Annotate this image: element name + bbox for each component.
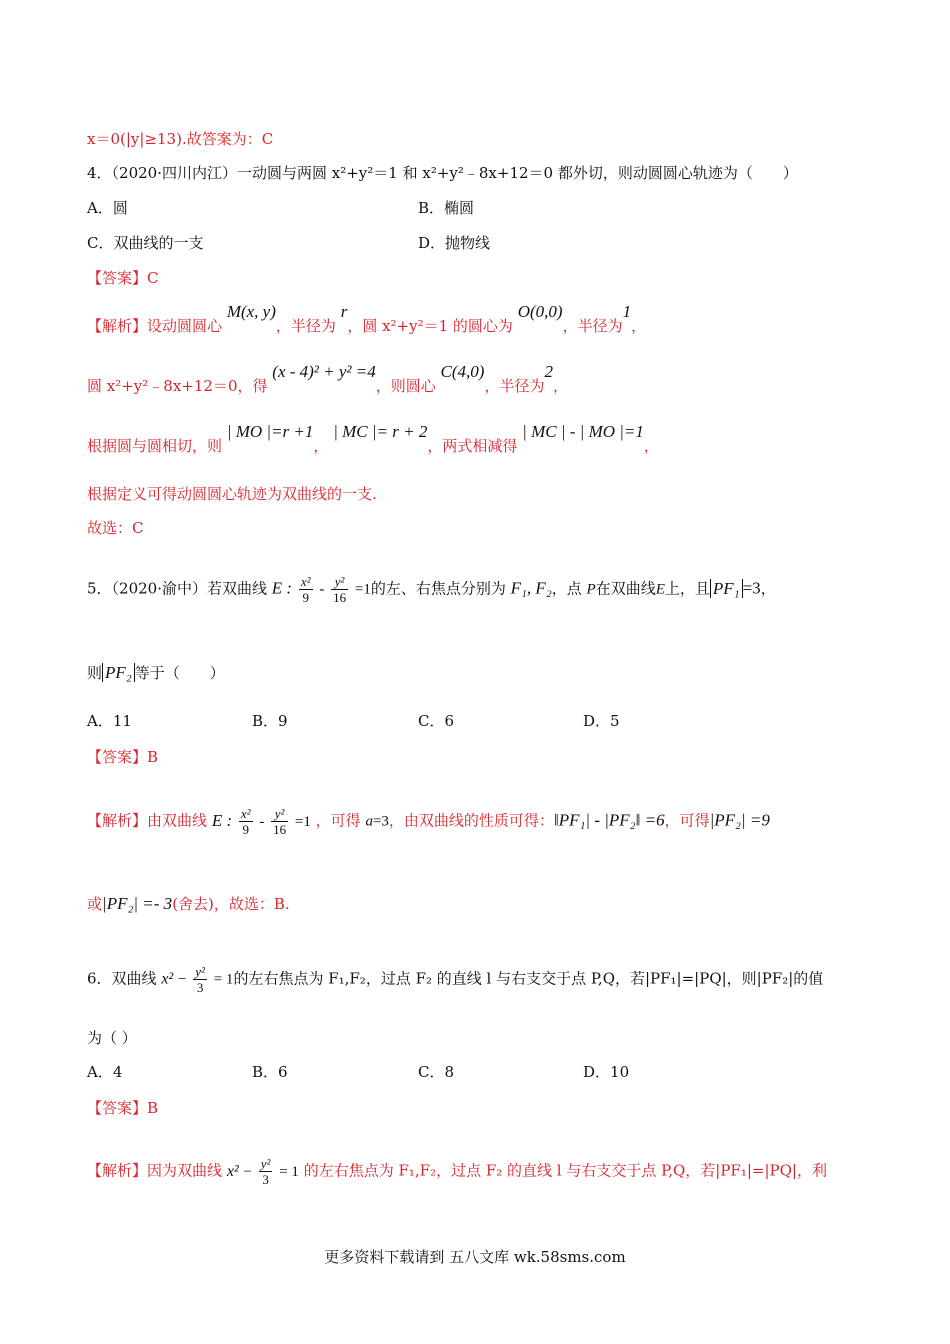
text: 在双曲线	[595, 579, 656, 598]
math-eq-one: = 1	[213, 971, 234, 988]
q5-analysis-line-2	[87, 893, 290, 915]
numerator: y²	[260, 1156, 271, 1171]
numerator: x²	[240, 806, 251, 821]
denominator: 16	[333, 590, 347, 605]
math-minus: −	[178, 971, 187, 988]
text: ，由双曲线的性质可得：	[388, 811, 554, 830]
math-eq-one: =1	[354, 581, 371, 598]
q5-option-a: A．11	[87, 712, 132, 730]
q4-analysis-line-4: 根据定义可得动圆圆心轨迹为双曲线的一支.	[87, 485, 377, 503]
text: ，	[760, 579, 776, 598]
text: 圆 x²+y²﹣8x+12＝0，得	[87, 377, 268, 395]
text: (舍去)，故选：B.	[172, 895, 290, 913]
q4-option-d: D．抛物线	[418, 234, 491, 252]
q4-option-c: C．双曲线的一支	[87, 234, 204, 252]
text: ，	[313, 437, 329, 455]
q4-analysis-line-3	[87, 422, 659, 457]
text: 5．（2020·渝中）若双曲线	[87, 579, 267, 598]
fraction-x2-9	[239, 806, 253, 837]
text: ，半径为	[484, 377, 545, 395]
text: 因为双曲线	[147, 1161, 223, 1180]
footer-source-link[interactable]: 更多资料下载请到 五八文库 wk.58sms.com	[324, 1248, 626, 1266]
text: ，	[552, 377, 568, 395]
math-diff-eq: | MC | - | MO |=1	[522, 422, 644, 441]
text: ，则圆心	[375, 377, 436, 395]
denominator: 3	[196, 980, 204, 995]
text: 的左右焦点为 F₁,F₂，过点 F₂ 的直线 l 与右支交于点 P,Q，若|PF₁|=|PQ|，利	[303, 1161, 827, 1180]
text: ，圆 x²+y²＝1 的圆心为	[347, 317, 513, 335]
math-abs-diff: ‖PF₁| - |PF₂‖ =6	[553, 810, 665, 830]
math-group	[211, 806, 316, 837]
math-m-point: M(x, y)	[226, 302, 276, 321]
q5-stem-line-2	[87, 662, 225, 684]
math-x2: x²	[226, 1162, 239, 1180]
text: ，半径为	[562, 317, 623, 335]
q6-option-c: C．8	[418, 1063, 455, 1081]
q5-option-b: B．9	[252, 712, 288, 730]
fraction-x2-9	[299, 574, 313, 605]
analysis-label: 【解析】	[87, 317, 148, 335]
text: 或	[87, 895, 103, 913]
math-abs-pf1: PF₁	[710, 579, 743, 598]
math-eq-one: =1	[294, 813, 311, 830]
fraction-y2-16	[331, 574, 348, 605]
text: ，两式相减得	[427, 437, 518, 455]
text: ，点	[551, 579, 582, 598]
math-minus: -	[319, 581, 325, 598]
q5-stem-line-1	[87, 574, 776, 605]
math-eq-three: =3	[742, 578, 761, 598]
text: 则	[87, 664, 103, 682]
text: ，半径为	[275, 317, 336, 335]
math-p: P	[586, 581, 596, 598]
math-abs-pf2: PF₂	[102, 663, 135, 682]
q4-answer: 【答案】C	[87, 269, 159, 287]
q4-stem: 4．（2020·四川内江）一动圆与两圆 x²+y²＝1 和 x²+y²﹣8x+12＝0 都外切，则动圆圆心轨迹为（ ）	[87, 164, 798, 182]
text: ，可得	[315, 811, 361, 830]
math-mo-eq: | MO |=r +1	[226, 422, 314, 441]
math-a: a	[365, 813, 373, 830]
fraction-y2-16	[271, 806, 288, 837]
math-minus: -	[259, 813, 265, 830]
q5-answer: 【答案】B	[87, 748, 159, 766]
q6-option-d: D．10	[583, 1063, 630, 1081]
math-circle-eq: (x - 4)² + y² =4	[272, 362, 376, 381]
previous-answer-tail: x＝0(|y|≥13).故答案为：C	[87, 130, 274, 148]
math-e2: E	[655, 581, 665, 598]
q6-option-a: A．4	[87, 1063, 123, 1081]
q6-option-b: B．6	[252, 1063, 288, 1081]
text: 上，且	[664, 579, 710, 598]
text: ，可得	[664, 811, 710, 830]
text: 的左、右焦点分别为	[370, 579, 506, 598]
text: 6．双曲线	[87, 969, 157, 988]
text: 设动圆圆心	[147, 317, 223, 335]
q5-option-c: C．6	[418, 712, 455, 730]
text: 由双曲线	[147, 811, 208, 830]
numerator: y²	[271, 806, 288, 822]
denominator: 9	[242, 822, 249, 837]
math-mc-eq: | MC |= r + 2	[333, 422, 428, 441]
fraction-y2-3	[193, 964, 207, 995]
analysis-label: 【解析】	[87, 811, 148, 830]
math-e: E :	[271, 578, 293, 598]
math-o-point: O(0,0)	[517, 302, 563, 321]
numerator: y²	[331, 574, 348, 590]
q4-analysis-line-2	[87, 362, 568, 397]
q4-analysis-line-5: 故选：C	[87, 519, 144, 537]
math-r: r	[340, 302, 348, 321]
math-minus: −	[243, 1163, 252, 1180]
denominator: 16	[273, 822, 287, 837]
denominator: 3	[262, 1172, 269, 1187]
analysis-label: 【解析】	[87, 1161, 148, 1180]
text: ，	[643, 437, 659, 455]
q5-analysis-line-1	[87, 806, 770, 837]
math-foci: F₁, F₂	[510, 578, 552, 598]
numerator: y²	[195, 964, 205, 979]
text: ，	[631, 317, 647, 335]
math-pf2-neg-three: |PF₂| =- 3	[102, 894, 173, 913]
q6-stem-line-1	[87, 964, 823, 995]
math-one: 1	[622, 302, 632, 321]
math-eq-one: = 1	[279, 1163, 299, 1180]
math-two: 2	[544, 362, 553, 381]
numerator: x²	[300, 574, 311, 589]
text: 的左右焦点为 F₁,F₂，过点 F₂ 的直线 l 与右支交于点 P,Q，若|PF₁|=|PQ|，则|PF₂|的值	[233, 969, 824, 988]
q6-analysis-line-1	[87, 1156, 827, 1187]
math-x2: x²	[161, 970, 174, 988]
q4-analysis-line-1	[87, 302, 647, 337]
q4-option-b: B．椭圆	[418, 199, 475, 217]
denominator: 9	[302, 590, 309, 605]
text: 根据圆与圆相切，则	[87, 437, 223, 455]
math-group	[226, 1156, 304, 1187]
q6-answer: 【答案】B	[87, 1099, 159, 1117]
q6-stem-line-2: 为（ ）	[87, 1029, 137, 1047]
math-pf2-nine: |PF₂| =9	[709, 810, 770, 830]
math-c-point: C(4,0)	[440, 362, 485, 381]
fraction-y2-3	[259, 1156, 273, 1187]
q4-option-a: A．圆	[87, 199, 128, 217]
q5-option-d: D．5	[583, 712, 620, 730]
text: 等于（ ）	[134, 664, 225, 682]
math-eq-three: =3	[372, 813, 389, 830]
math-e: E :	[211, 810, 233, 830]
